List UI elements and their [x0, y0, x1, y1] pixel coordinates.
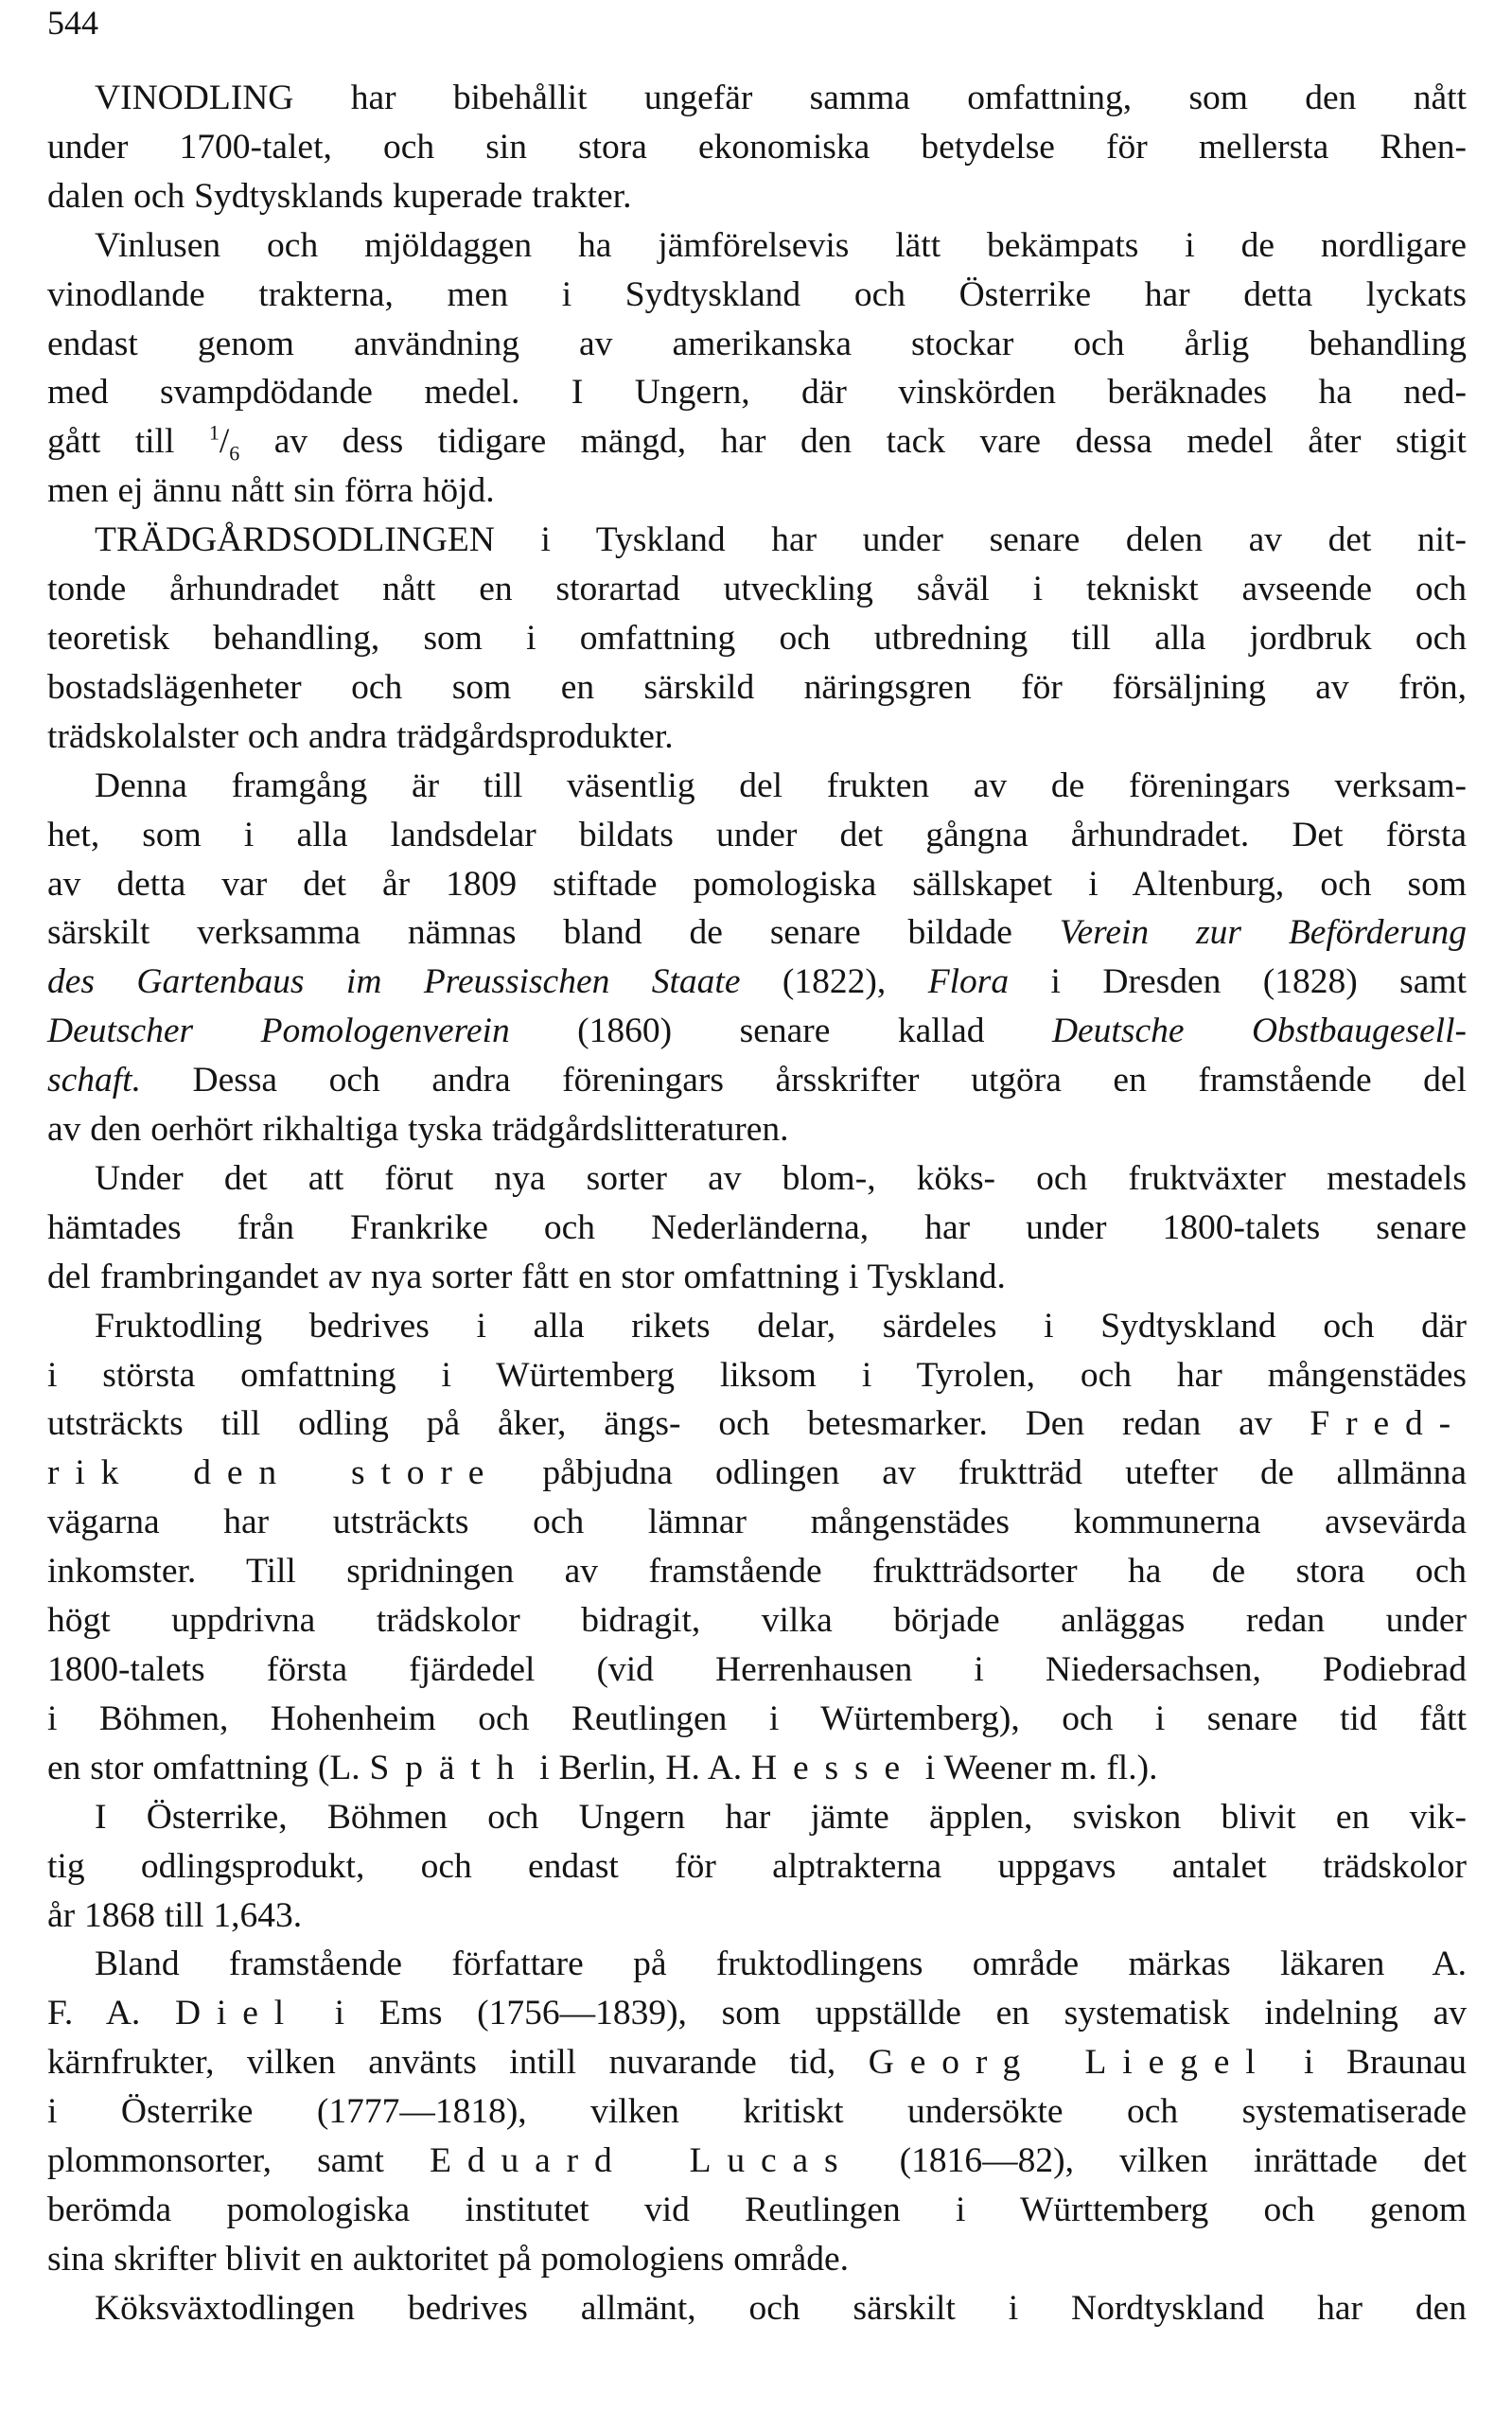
text-run: i största omfattning i Würtemberg liksom i Tyrolen, och har mångenstädes — [47, 1355, 1467, 1395]
italic-title: des Gartenbaus im Preussischen Staate — [47, 962, 741, 1002]
text-run: berömda pomologiska institutet vid Reutlingen i Württemberg och genom — [47, 2190, 1467, 2229]
text-run: / — [219, 422, 230, 462]
spaced-name: Fred- — [1310, 1404, 1467, 1444]
text-line — [47, 466, 1467, 516]
text-run: teoretisk behandling, som i omfattning och utbredning till alla jordbruk och — [47, 618, 1467, 658]
text-line — [47, 1204, 1467, 1253]
text-run: Under det att förut nya sorter av blom-, köks- och fruktväxter mestadels — [95, 1158, 1467, 1198]
text-run: sina skrifter blivit en auktoritet på pomologiens område. — [47, 2239, 850, 2279]
text-run: dalen och Sydtysklands kuperade trakter. — [47, 176, 632, 216]
spaced-name: Eduard Lucas — [430, 2141, 854, 2181]
text-line — [47, 1892, 1467, 1941]
text-run: i Weener m. fl.). — [915, 1748, 1158, 1787]
text-line — [47, 1253, 1467, 1302]
text-run: Vinlusen och mjöldaggen ha jämförelsevis lätt bekämpats i de nordligare — [95, 225, 1467, 265]
text-run: men ej ännu nått sin förra höjd. — [47, 471, 495, 511]
text-line — [47, 516, 1467, 565]
text-run: het, som i alla landsdelar bildats under det gångna århundradet. Det första — [47, 815, 1467, 854]
text-line — [47, 2087, 1467, 2137]
italic-title: Deutscher Pomologenverein — [47, 1012, 510, 1051]
text-run: 1 — [208, 420, 220, 445]
text-run: vinodlande trakterna, men i Sydtyskland och Österrike har detta lyckats — [47, 274, 1467, 314]
text-line — [47, 958, 1467, 1007]
text-line — [47, 614, 1467, 663]
text-run: av dess tidigare mängd, har den tack vare dessa medel åter stigit — [239, 422, 1467, 462]
spaced-name: Georg Liegel — [868, 2043, 1272, 2083]
text-run: Denna framgång är till väsentlig del frukten av de föreningars verksam- — [95, 766, 1467, 805]
spaced-name: Diel — [174, 1994, 301, 2033]
text-run: i Österrike (1777—1818), vilken kritiskt undersökte och systematiserade — [47, 2092, 1467, 2132]
text-run: Köksväxtodlingen bedrives allmänt, och särskilt i Nordtyskland har den — [95, 2288, 1467, 2328]
text-line — [47, 1105, 1467, 1154]
text-line — [47, 1989, 1467, 2038]
text-line — [47, 2235, 1467, 2284]
text-run: vägarna har utsträckts och lämnar mångenstädes kommunerna avsevärda — [47, 1503, 1467, 1542]
text-line — [47, 2038, 1467, 2087]
italic-title: Flora — [927, 962, 1010, 1002]
text-line — [47, 1007, 1467, 1056]
text-run: kärnfrukter, vilken använts intill nuvarande tid, — [47, 2043, 869, 2083]
text-run: Bland framstående författare på fruktodlingens område märkas läkaren A. — [95, 1945, 1467, 1984]
text-run: tig odlingsprodukt, och endast för alptrakterna uppgavs antalet trädskolor — [47, 1846, 1467, 1886]
text-run: TRÄDGÅRDSODLINGEN i Tyskland har under senare delen av det nit- — [95, 520, 1467, 560]
text-line — [47, 1596, 1467, 1645]
text-line — [47, 1498, 1467, 1547]
text-line — [47, 1056, 1467, 1105]
text-run: Fruktodling bedrives i alla rikets delar, särdeles i Sydtyskland och där — [95, 1306, 1467, 1346]
text-line — [47, 1154, 1467, 1204]
text-line — [47, 713, 1467, 762]
text-line — [47, 1744, 1467, 1793]
text-run: Dessa och andra föreningars årsskrifter utgöra en framstående del — [140, 1061, 1467, 1100]
text-run: i Böhmen, Hohenheim och Reutlingen i Würtemberg), och i senare tid fått — [47, 1698, 1467, 1738]
text-run: hämtades från Frankrike och Nederländerna, har under 1800-talets senare — [47, 1207, 1467, 1247]
text-line — [47, 1449, 1467, 1498]
text-run: (1860) senare kallad — [509, 1012, 1052, 1051]
text-line — [47, 2284, 1467, 2333]
text-line — [47, 417, 1467, 466]
text-run: 6 — [229, 441, 240, 466]
text-line — [47, 271, 1467, 320]
text-line — [47, 565, 1467, 614]
text-run: en stor omfattning (L. — [47, 1748, 370, 1787]
text-line — [47, 368, 1467, 417]
text-line — [47, 2137, 1467, 2186]
text-line — [47, 123, 1467, 172]
text-run: trädskolalster och andra trädgårdsprodukter. — [47, 716, 674, 756]
text-run: inkomster. Till spridningen av framstående fruktträdsorter ha de stora och — [47, 1552, 1467, 1592]
text-line — [47, 860, 1467, 909]
text-run: i Berlin, H. A. — [530, 1748, 752, 1787]
text-run: under 1700-talet, och sin stora ekonomiska betydelse för mellersta Rhen- — [47, 127, 1467, 167]
text-run: endast genom användning av amerikanska stockar och årlig behandling — [47, 324, 1467, 363]
text-line — [47, 2186, 1467, 2235]
text-line — [47, 1645, 1467, 1695]
spaced-name: Späth — [369, 1748, 531, 1787]
text-line — [47, 172, 1467, 221]
text-run: (1816—82), vilken inrättade det — [853, 2141, 1468, 2181]
text-line — [47, 320, 1467, 369]
italic-title: schaft. — [47, 1061, 141, 1100]
text-run: högt uppdrivna trädskolor bidragit, vilka började anläggas redan under — [47, 1601, 1467, 1641]
text-line — [47, 74, 1467, 123]
text-line — [47, 811, 1467, 860]
text-line — [47, 221, 1467, 271]
text-run: I Österrike, Böhmen och Ungern har jämte äpplen, sviskon blivit en vik- — [95, 1797, 1467, 1837]
page-number: 544 — [47, 4, 98, 42]
text-line — [47, 1302, 1467, 1351]
spaced-name: Hesse — [751, 1748, 916, 1787]
text-run: bostadslägenheter och som en särskild näringsgren för försäljning av frön, — [47, 667, 1467, 707]
text-run: utsträckts till odling på åker, ängs- och betesmarker. Den redan av — [47, 1404, 1310, 1444]
text-line — [47, 1399, 1467, 1449]
text-line — [47, 762, 1467, 811]
text-run: 1800-talets första fjärdedel (vid Herrenhausen i Niedersachsen, Podiebrad — [47, 1650, 1467, 1689]
text-run: av detta var det år 1809 stiftade pomologiska sällskapet i Altenburg, och som — [47, 864, 1467, 904]
text-run: av den oerhört rikhaltiga tyska trädgårdslitteraturen. — [47, 1110, 789, 1150]
text-line — [47, 663, 1467, 713]
italic-title: Deutsche Obstbaugesell- — [1051, 1012, 1467, 1051]
text-line — [47, 1695, 1467, 1744]
text-run: plommonsorter, samt — [47, 2141, 431, 2181]
text-run: tonde århundradet nått en storartad utveckling såväl i tekniskt avseende och — [47, 570, 1467, 609]
text-run: i Braunau — [1271, 2043, 1467, 2083]
text-run: i Ems (1756—1839), som uppställde en systematisk indelning av — [300, 1994, 1467, 2033]
text-line — [47, 908, 1467, 958]
text-line — [47, 1547, 1467, 1596]
text-run: VINODLING har bibehållit ungefär samma omfattning, som den nått — [95, 79, 1467, 117]
text-run: F. A. — [47, 1994, 175, 2033]
body-text — [47, 74, 1467, 2333]
text-line — [47, 1842, 1467, 1892]
text-run: gått till — [47, 422, 209, 462]
text-line — [47, 1793, 1467, 1842]
text-run: del frambringandet av nya sorter fått en stor omfattning i Tyskland. — [47, 1257, 1006, 1296]
text-run: år 1868 till 1,643. — [47, 1895, 303, 1935]
text-line — [47, 1940, 1467, 1989]
text-run: särskilt verksamma nämnas bland de senare bildade — [47, 913, 1060, 953]
text-run: i Dresden (1828) samt — [1009, 962, 1467, 1002]
text-line — [47, 1351, 1467, 1400]
text-run: (1822), — [740, 962, 928, 1002]
text-run: påbjudna odlingen av fruktträd utefter de allmänna — [500, 1453, 1468, 1493]
italic-title: Verein zur Beförderung — [1059, 913, 1467, 953]
text-run: med svampdödande medel. I Ungern, där vinskörden beräknades ha ned- — [47, 373, 1467, 413]
spaced-name: rik den store — [47, 1453, 501, 1493]
